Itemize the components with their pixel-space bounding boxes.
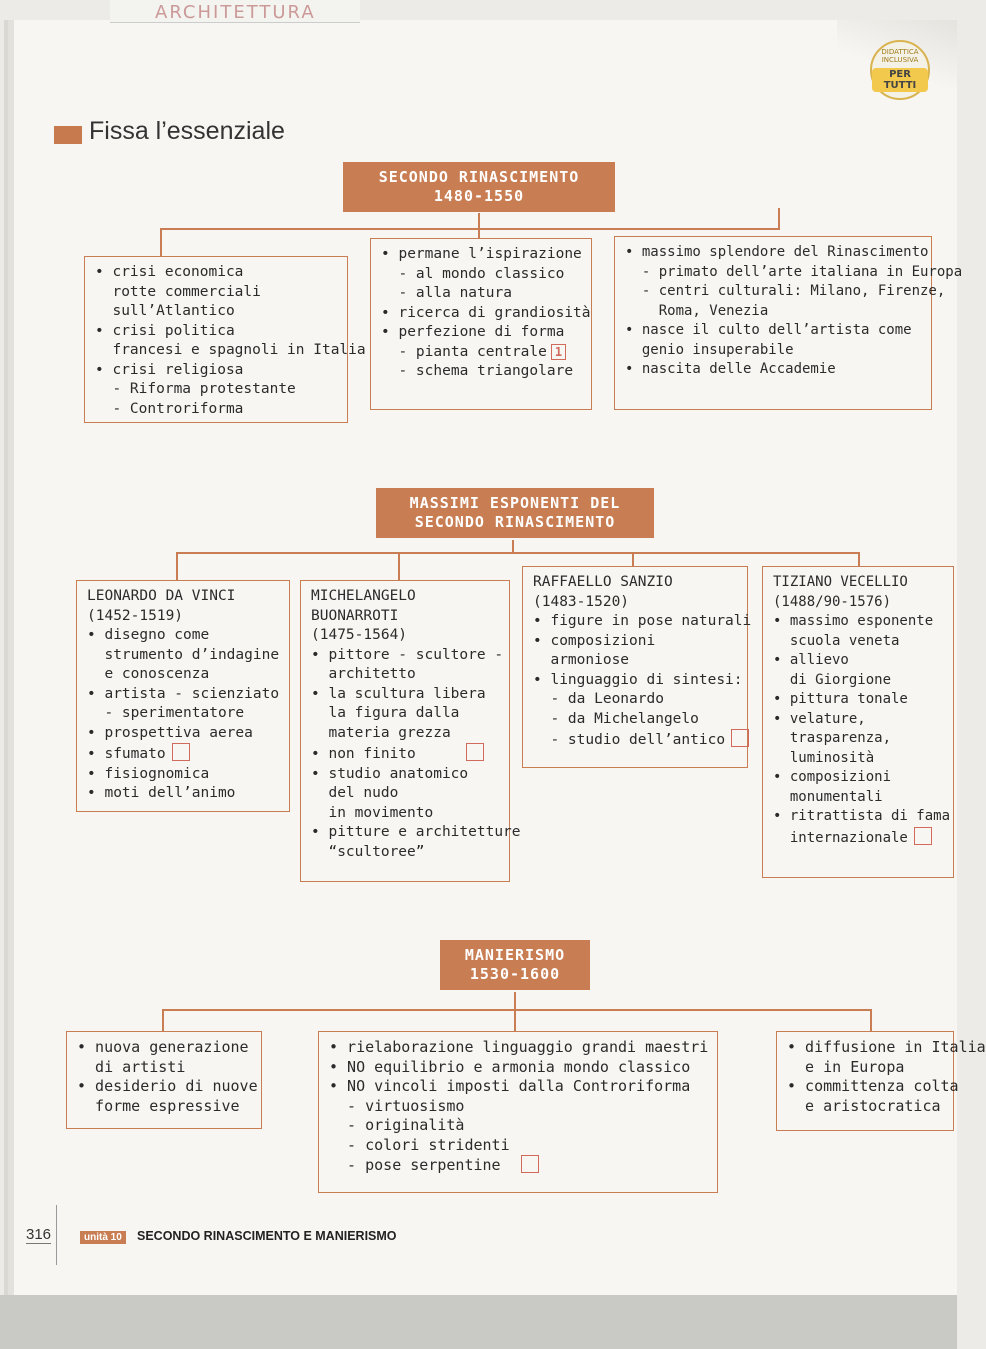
connector bbox=[162, 1009, 872, 1011]
badge-top-text: DIDATTICA INCLUSIVA bbox=[881, 48, 919, 64]
leonardo-box bbox=[76, 580, 290, 812]
connector bbox=[778, 208, 780, 230]
connector bbox=[398, 552, 400, 580]
rielaborazione-text-end: - pose serpentine bbox=[329, 1156, 501, 1174]
footer-title: SECONDO RINASCIMENTO E MANIERISMO bbox=[137, 1229, 397, 1243]
secondo-title: SECONDO RINASCIMENTO bbox=[378, 168, 580, 186]
connector bbox=[160, 228, 162, 256]
connector bbox=[870, 1009, 872, 1031]
michelangelo-text-end: • studio anatomico del nudo in movimento • pitture e architetture “scultoree” bbox=[311, 765, 521, 860]
tiziano-box bbox=[762, 566, 954, 878]
connector bbox=[160, 228, 780, 230]
paper-tape bbox=[110, 0, 360, 23]
didattica-badge bbox=[870, 40, 930, 100]
rielaborazione-text: • rielaborazione linguaggio grandi maestri • NO equilibrio e armonia mondo classico • NO vincoli imposti dalla Controriforma - virtuosismo - originalità - colori stridenti bbox=[329, 1038, 709, 1154]
section-title: Fissa l’essenziale bbox=[89, 117, 285, 145]
leonardo-text-end: • fisiognomica • moti dell’animo bbox=[87, 765, 236, 801]
esponenti-title-2: SECONDO RINASCIMENTO bbox=[414, 513, 616, 531]
manierismo-years: 1530-1600 bbox=[469, 965, 561, 983]
leonardo-text: LEONARDO DA VINCI (1452-1519) • disegno come strumento d’indagine e conoscenza • artista - scienziato - sperimentatore • prospettiva aerea • sfumato bbox=[87, 588, 280, 762]
connector bbox=[632, 552, 634, 566]
answer-box[interactable] bbox=[521, 1155, 539, 1173]
manierismo-title: MANIERISMO bbox=[464, 946, 566, 964]
connector bbox=[514, 992, 516, 1010]
manierismo-box-rielaborazione bbox=[318, 1031, 718, 1193]
tape-text: ARCHITETTURA bbox=[155, 2, 316, 23]
connector bbox=[858, 552, 860, 566]
secondo-box-splendore: • massimo splendore del Rinascimento - primato dell’arte italiana in Europa - centri culturali: Milano, Firenze, Roma, Venezia • nasce il culto dell’artista come genio insuperabile • nascita delle Accademie bbox=[614, 236, 932, 410]
manierismo-box-diffusione: • diffusione in Italia e in Europa • committenza colta e aristocratica bbox=[776, 1031, 954, 1131]
answer-box[interactable] bbox=[172, 743, 190, 761]
manierismo-box-generazione: • nuova generazione di artisti • desiderio di nuove forme espressive bbox=[66, 1031, 262, 1129]
badge-center-text: PER TUTTI bbox=[872, 68, 928, 92]
desk-surface bbox=[0, 1295, 957, 1349]
exercise-number: 1 bbox=[551, 344, 566, 360]
page-number: 316 bbox=[26, 1226, 52, 1243]
tiziano-text: TIZIANO VECELLIO (1488/90-1576) • massimo esponente scuola veneta • allievo di Giorgione • pittura tonale • velature, trasparenza, luminosità • composizioni monumentali • ritrattista di fama internazionale bbox=[773, 574, 951, 846]
secondo-box-ispirazione bbox=[370, 238, 592, 410]
ispirazione-text: • permane l’ispirazione - al mondo classico - alla natura • ricerca di grandiosità • perfezione di forma - pianta centrale bbox=[381, 246, 591, 360]
connector bbox=[176, 552, 860, 554]
connector bbox=[478, 228, 480, 238]
connector bbox=[514, 1009, 516, 1031]
ispirazione-text-end: - schema triangolare bbox=[381, 363, 574, 379]
answer-box[interactable] bbox=[466, 743, 484, 761]
section-marker bbox=[54, 126, 82, 144]
raffaello-box bbox=[522, 566, 752, 768]
secondo-header bbox=[343, 162, 615, 212]
answer-box[interactable] bbox=[914, 827, 932, 845]
connector bbox=[478, 213, 480, 229]
connector bbox=[176, 552, 178, 580]
raffaello-text: RAFFAELLO SANZIO (1483-1520) • figure in pose naturali • composizioni armoniose • linguaggio di sintesi: - da Leonardo - da Michelangelo - studio dell’antico bbox=[533, 574, 752, 748]
secondo-box-crisi: • crisi economica rotte commerciali sull’Atlantico • crisi politica francesi e spagnoli in Italia • crisi religiosa - Riforma protestante - Controriforma bbox=[84, 256, 348, 423]
unit-label: unità 10 bbox=[80, 1231, 126, 1244]
michelangelo-box bbox=[300, 580, 521, 882]
secondo-years: 1480-1550 bbox=[433, 187, 525, 205]
manierismo-header bbox=[440, 940, 590, 990]
esponenti-title-1: MASSIMI ESPONENTI DEL bbox=[409, 494, 621, 512]
michelangelo-text: MICHELANGELO BUONARROTI (1475-1564) • pittore - scultore - architetto • la scultura libera la figura dalla materia grezza • non finito bbox=[311, 588, 504, 762]
answer-box[interactable] bbox=[731, 729, 749, 747]
esponenti-header bbox=[376, 488, 654, 538]
connector bbox=[162, 1009, 164, 1031]
